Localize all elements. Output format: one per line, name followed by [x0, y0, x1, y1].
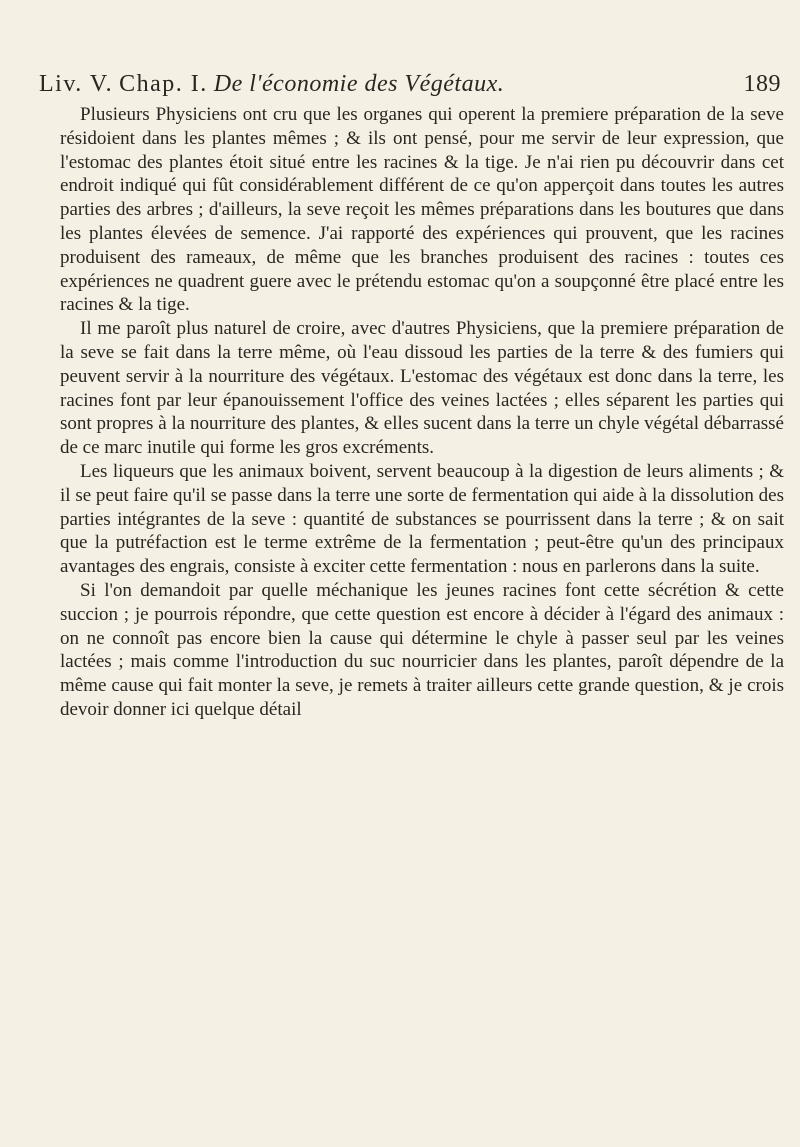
chapter-title: De l'économie des Végétaux.	[213, 71, 505, 97]
paragraph-1: Plusieurs Physiciens ont cru que les organes qui operent la premiere préparation de la seve résidoient dans les plantes mêmes ; & ils ont pensé, pour me servir de leur expression, que l'estomac des plantes étoit situé entre les racines & la tige. Je n'ai rien pu découvrir dans cet endroit indiqué qui fût considérablement différent de ce qu'on apperçoit dans toutes les autres parties des arbres ; d'ailleurs, la seve reçoit les mêmes préparations dans les boutures que dans les plantes élevées de semence. J'ai rapporté des expériences qui prouvent, que les racines produisent des rameaux, de même que les branches produisent des racines : toutes ces expériences ne quadrent guere avec le prétendu estomac qu'on a soupçonné être placé entre les racines & la tige.	[60, 104, 784, 316]
page-number: 189	[743, 71, 781, 97]
running-head	[39, 68, 781, 100]
book-number: Liv. V.	[39, 71, 114, 97]
paragraph-2: Il me paroît plus naturel de croire, avec d'autres Physiciens, que la premiere préparation de la seve se fait dans la terre même, où l'eau dissoud les parties de la terre & des fumiers qui peuvent servir à la nourriture des végétaux. L'estomac des végétaux est donc dans la terre, les racines font par leur épanouissement l'office des veines lactées ; elles séparent les parties qui sont propres à la nourriture des plantes, & elles sucent dans la terre un chyle végétal débarrassé de ce marc inutile qui forme les gros excréments.	[60, 318, 784, 459]
paragraph-4: Si l'on demandoit par quelle méchanique les jeunes racines font cette sécrétion & cette succion ; je pourrois répondre, que cette question est encore à décider à l'égard des animaux : on ne connoît pas encore bien la cause qui détermine le chyle à passer seul par les veines lactées ; mais comme l'introduction du suc nourricier dans les plantes, paroît dépendre de la même cause qui fait monter la seve, je remets à traiter ailleurs cette grande question, & je crois devoir donner ici quelque détail	[60, 579, 784, 720]
chapter-number: Chap. I.	[119, 71, 208, 97]
body-text	[60, 103, 784, 722]
paragraph-3: Les liqueurs que les animaux boivent, servent beaucoup à la digestion de leurs aliments ; & il se peut faire qu'il se passe dans la terre une sorte de fermentation qui aide à la dissolution des parties intégrantes de la seve : quantité de substances se pourrissent dans la terre ; & on sait que la putréfaction est le terme extrême de la fermentation ; peut-être qu'un des principaux avantages des engrais, consiste à exciter cette fermentation : nous en parlerons dans la suite.	[60, 460, 784, 578]
